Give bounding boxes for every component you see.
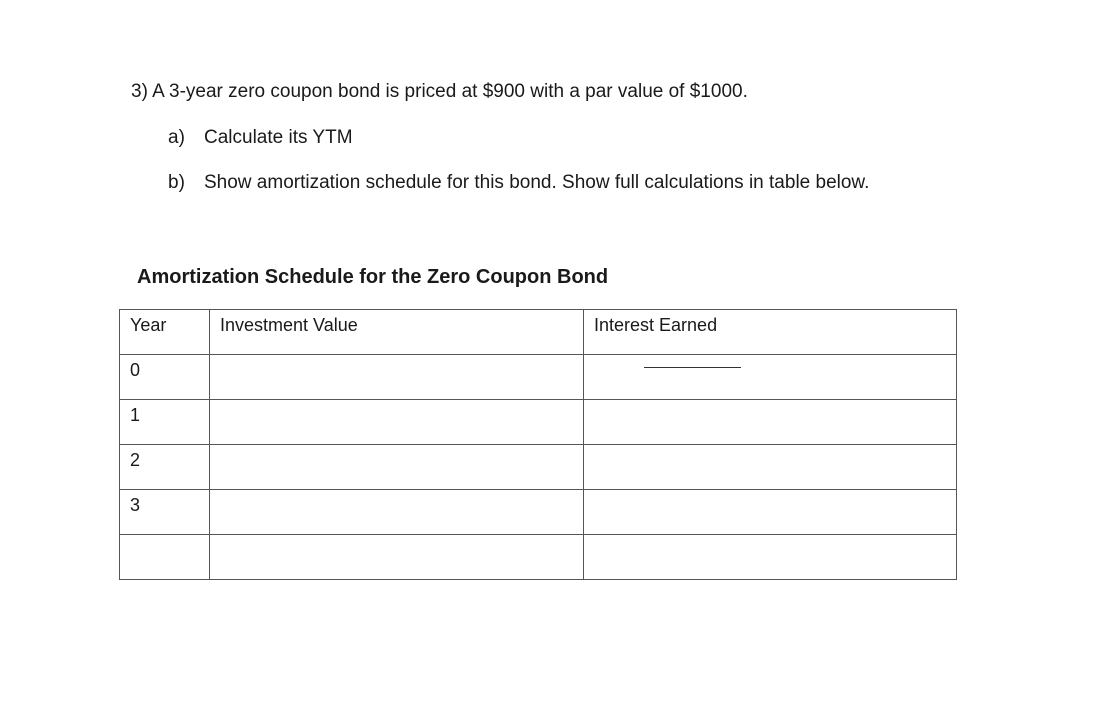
question-part-a [168, 126, 353, 150]
blank-line [644, 367, 741, 368]
header-investment-value [210, 310, 584, 355]
table-row [120, 400, 957, 445]
header-interest-earned [584, 310, 957, 355]
investment-value-cell[interactable] [210, 445, 584, 490]
part-b-letter: b) [168, 172, 185, 193]
investment-value-cell[interactable] [210, 490, 584, 535]
part-a-text: Calculate its YTM [204, 127, 353, 148]
table-row [120, 445, 957, 490]
year-cell[interactable] [120, 535, 210, 580]
header-interest-earned-label: Interest Earned [594, 315, 718, 335]
table-row [120, 490, 957, 535]
year-value: 3 [130, 495, 141, 515]
year-value: 0 [130, 360, 141, 380]
header-year-label: Year [130, 315, 167, 335]
year-cell[interactable] [120, 445, 210, 490]
part-a-letter: a) [168, 127, 185, 148]
part-b-text: Show amortization schedule for this bond. Show full calculations in table below. [204, 172, 870, 193]
schedule-title: Amortization Schedule for the Zero Coupon Bond [137, 266, 609, 288]
year-value: 2 [130, 450, 141, 470]
investment-value-cell[interactable] [210, 355, 584, 400]
question-text: 3) A 3-year zero coupon bond is priced at $900 with a par value of $1000. [131, 81, 748, 102]
year-cell[interactable] [120, 400, 210, 445]
interest-earned-cell[interactable] [584, 355, 957, 400]
question-part-b [168, 171, 869, 195]
interest-earned-cell[interactable] [584, 445, 957, 490]
amortization-table [119, 309, 957, 580]
table-row [120, 355, 957, 400]
year-cell[interactable] [120, 490, 210, 535]
table-header-row [120, 310, 957, 355]
header-investment-value-label: Investment Value [220, 315, 358, 335]
investment-value-cell[interactable] [210, 535, 584, 580]
table-row [120, 535, 957, 580]
interest-earned-cell[interactable] [584, 535, 957, 580]
header-year [120, 310, 210, 355]
investment-value-cell[interactable] [210, 400, 584, 445]
year-cell[interactable] [120, 355, 210, 400]
interest-earned-cell[interactable] [584, 400, 957, 445]
interest-earned-cell[interactable] [584, 490, 957, 535]
year-value: 1 [130, 405, 141, 425]
